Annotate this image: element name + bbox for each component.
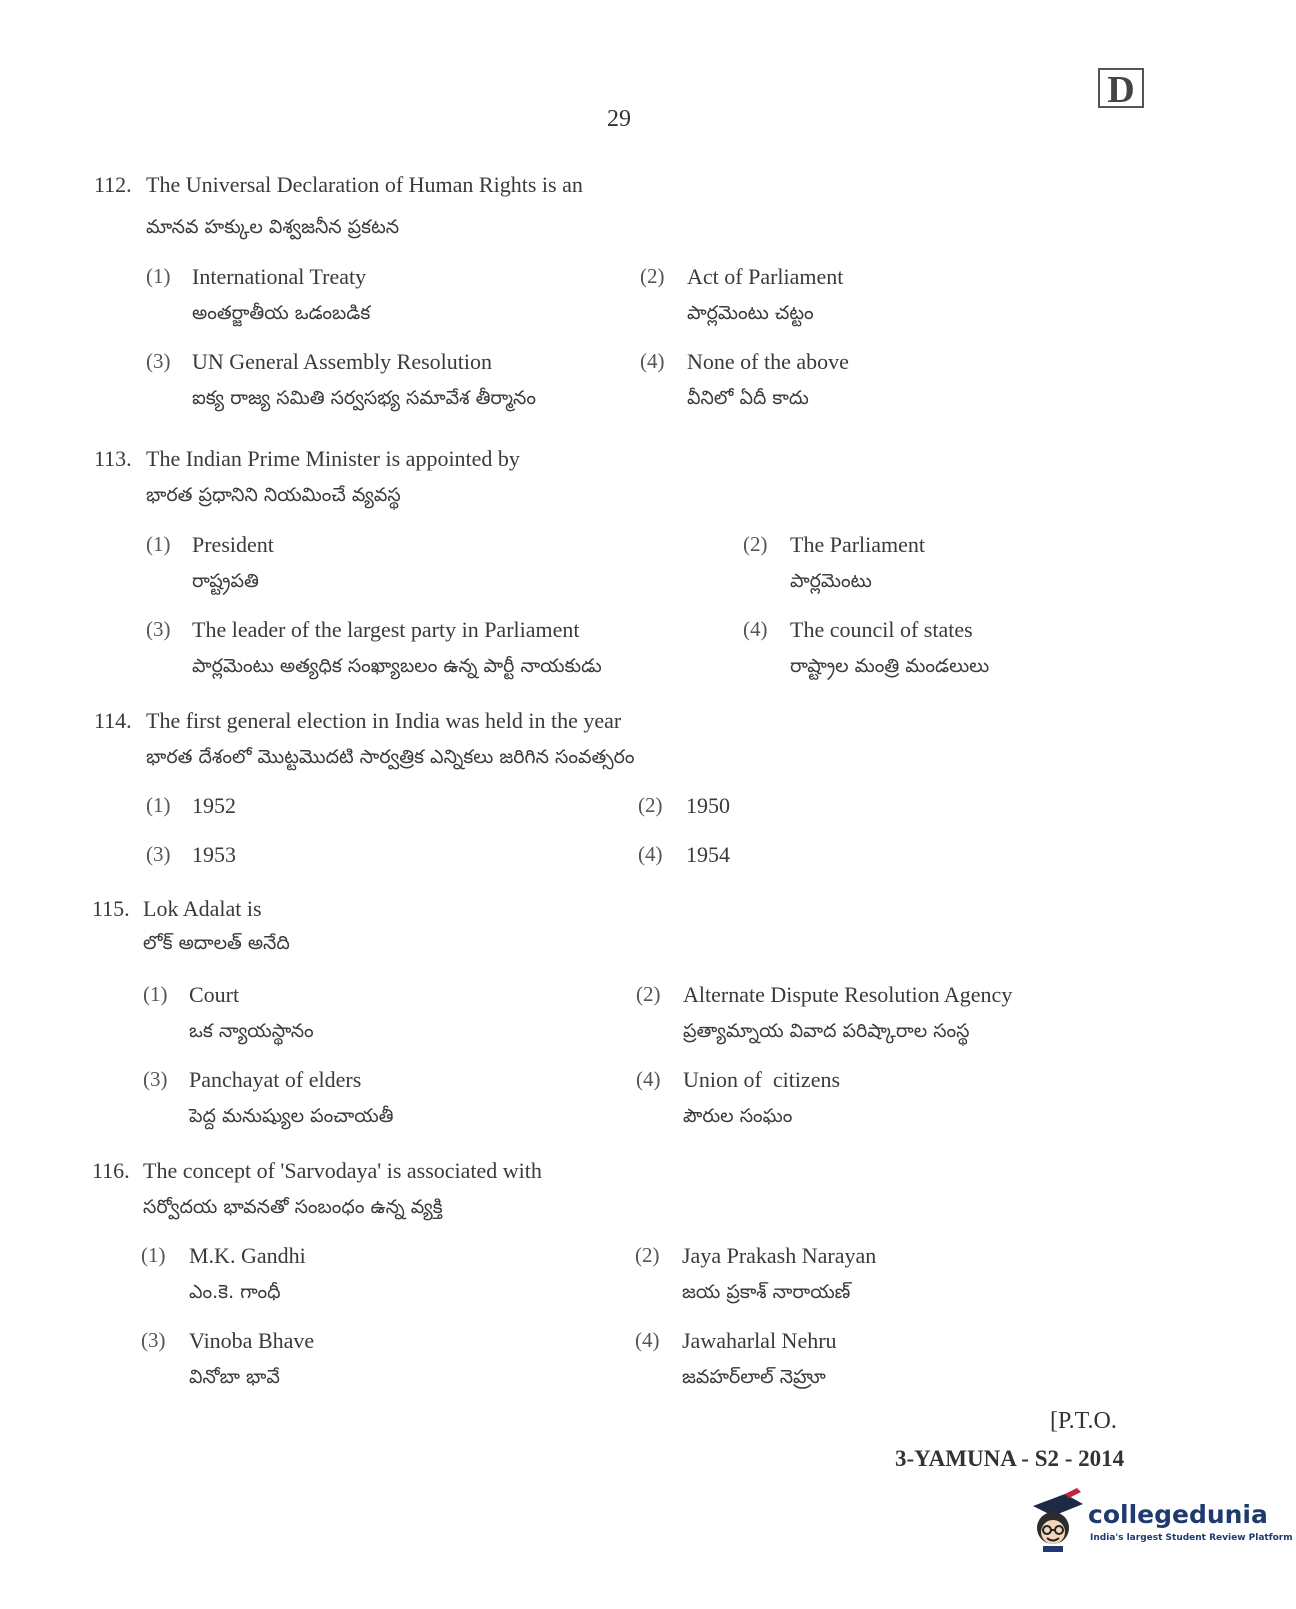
q115-option-3-number: (3)	[143, 1067, 168, 1091]
q112-option-3-number: (3)	[146, 349, 171, 373]
question-115-text-telugu: లోక్ అదాలత్ అనేది	[143, 932, 290, 954]
q116-option-1-text: M.K. Gandhi	[189, 1243, 306, 1268]
q116-option-3-number: (3)	[141, 1328, 166, 1352]
q113-option-2-text: The Parliament	[790, 532, 926, 557]
q114-option-1-text: 1952	[192, 793, 236, 818]
q116-option-4-number: (4)	[635, 1328, 660, 1352]
q112-option-3-text: UN General Assembly Resolution	[192, 349, 493, 374]
question-112-text-telugu: మానవ హక్కుల విశ్వజనీన ప్రకటన	[146, 216, 400, 238]
q112-option-4-text: None of the above	[687, 349, 849, 374]
question-116-number: 116.	[92, 1158, 130, 1183]
q112-option-2-text: Act of Parliament	[687, 264, 844, 289]
q114-option-4-number: (4)	[638, 842, 663, 866]
question-113-text: The Indian Prime Minister is appointed by	[146, 446, 520, 471]
q116-option-1-telugu: ఎం.కె. గాంధీ	[189, 1281, 281, 1303]
q116-option-4-telugu: జవహర్‌లాల్ నెహ్రూ	[682, 1366, 826, 1388]
q113-option-1-telugu: రాష్ట్రపతి	[192, 570, 259, 592]
question-114-text: The first general election in India was held in the year	[146, 708, 622, 733]
collegedunia-tagline: India's largest Student Review Platform	[1090, 1533, 1293, 1543]
question-113-number: 113.	[94, 446, 132, 471]
q113-option-1-number: (1)	[146, 532, 171, 556]
q113-option-3-telugu: పార్లమెంటు అత్యధిక సంఖ్యాబలం ఉన్న పార్టీ నాయకుడు	[192, 655, 602, 677]
q115-option-2-telugu: ప్రత్యామ్నాయ వివాద పరిష్కారాల సంస్థ	[683, 1020, 970, 1042]
q112-option-1-number: (1)	[146, 264, 171, 288]
paper-code: 3-YAMUNA - S2 - 2014	[895, 1446, 1125, 1471]
q113-option-4-telugu: రాష్ట్రాల మంత్రి మండలులు	[790, 655, 990, 677]
page-number: 29	[607, 106, 631, 132]
q114-option-4-text: 1954	[686, 842, 730, 867]
q114-option-3-text: 1953	[192, 842, 236, 867]
q116-option-2-text: Jaya Prakash Narayan	[682, 1243, 877, 1268]
q115-option-1-telugu: ఒక న్యాయస్థానం	[189, 1020, 314, 1042]
question-116-text-telugu: సర్వోదయ భావనతో సంబంధం ఉన్న వ్యక్తి	[143, 1196, 443, 1218]
q116-option-1-number: (1)	[141, 1243, 166, 1267]
booklet-code-box: D	[1098, 68, 1144, 108]
q112-option-3-telugu: ఐక్య రాజ్య సమితి సర్వసభ్య సమావేశ తీర్మానం	[192, 387, 537, 409]
q115-option-4-number: (4)	[636, 1067, 661, 1091]
question-114-text-telugu: భారత దేశంలో మొట్టమొదటి సార్వత్రిక ఎన్నికలు జరిగిన సంవత్సరం	[146, 746, 635, 768]
question-115-text: Lok Adalat is	[143, 896, 262, 921]
q115-option-3-text: Panchayat of elders	[189, 1067, 362, 1092]
q116-option-2-number: (2)	[635, 1243, 660, 1267]
question-112-number: 112.	[94, 172, 132, 197]
q113-option-3-number: (3)	[146, 617, 171, 641]
question-116-text: The concept of 'Sarvodaya' is associated with	[143, 1158, 542, 1183]
q116-option-2-telugu: జయ ప్రకాశ్ నారాయణ్	[682, 1281, 851, 1303]
question-113-text-telugu: భారత ప్రధానిని నియమించే వ్యవస్థ	[146, 484, 401, 506]
q115-option-3-telugu: పెద్ద మనుష్యుల పంచాయతీ	[189, 1105, 394, 1127]
q112-option-4-telugu: వీనిలో ఏదీ కాదు	[687, 387, 809, 409]
q115-option-1-number: (1)	[143, 982, 168, 1006]
q113-option-2-telugu: పార్లమెంటు	[790, 570, 872, 592]
q116-option-4-text: Jawaharlal Nehru	[682, 1328, 837, 1353]
question-114-number: 114.	[94, 708, 132, 733]
q115-option-4-telugu: పౌరుల సంఘం	[683, 1105, 793, 1127]
q112-option-2-number: (2)	[640, 264, 665, 288]
collegedunia-mascot-icon	[1025, 1484, 1087, 1554]
q115-option-4-text: Union of citizens	[683, 1067, 841, 1092]
q113-option-4-text: The council of states	[790, 617, 973, 642]
q113-option-3-text: The leader of the largest party in Parliament	[192, 617, 580, 642]
q112-option-1-telugu: అంతర్జాతీయ ఒడంబడిక	[192, 302, 371, 324]
q115-option-2-number: (2)	[636, 982, 661, 1006]
q112-option-1-text: International Treaty	[192, 264, 367, 289]
q113-option-4-number: (4)	[743, 617, 768, 641]
q114-option-2-number: (2)	[638, 793, 663, 817]
collegedunia-logo-text: collegedunia	[1088, 1500, 1268, 1529]
q114-option-3-number: (3)	[146, 842, 171, 866]
q115-option-2-text: Alternate Dispute Resolution Agency	[683, 982, 1013, 1007]
question-115-number: 115.	[92, 896, 130, 921]
q115-option-1-text: Court	[189, 982, 240, 1007]
q116-option-3-telugu: వినోబా భావే	[189, 1366, 280, 1388]
q112-option-2-telugu: పార్లమెంటు చట్టం	[687, 302, 814, 324]
q112-option-4-number: (4)	[640, 349, 665, 373]
q116-option-3-text: Vinoba Bhave	[189, 1328, 315, 1353]
q114-option-2-text: 1950	[686, 793, 730, 818]
q113-option-2-number: (2)	[743, 532, 768, 556]
please-turn-over-label: [P.T.O.	[1050, 1408, 1117, 1434]
question-112-text: The Universal Declaration of Human Rights is an	[146, 172, 583, 197]
q114-option-1-number: (1)	[146, 793, 171, 817]
q113-option-1-text: President	[192, 532, 274, 557]
